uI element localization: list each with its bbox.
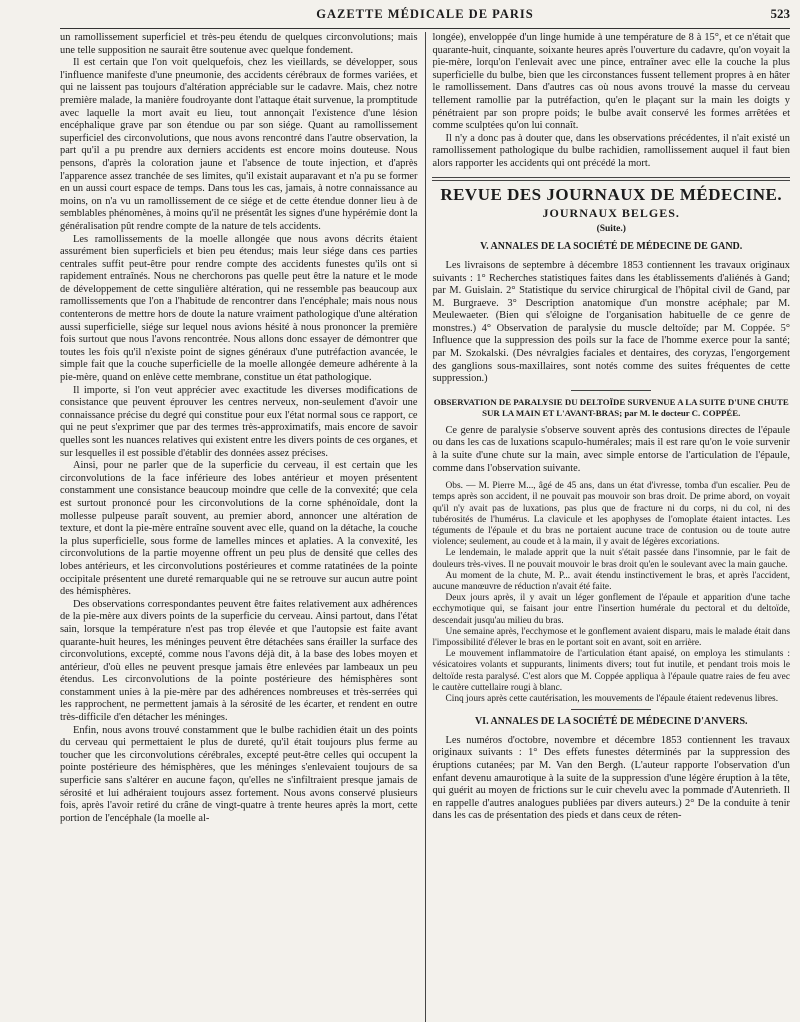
paragraph: Obs. — M. Pierre M..., âgé de 45 ans, dans un état d'ivresse, tomba d'un escalier. Peu de temps après son accident, il ne pouvait pas mouvoir son bras droit. De prime abord, on voyait qu'il n'y avait pas de luxations, pas plus que de fracture ni du corps, ni du col, ni des tubérosités de l'humérus. La clavicule et les apophyses de l'omoplate étaient intactes. Les téguments de l'épaule et du bras ne portaient aucune trace de contusion ou de toute autre violence; seulement, au coude et à la main, il y avait de légères excoriations. xyxy=(432,481,790,548)
paragraph: Il importe, si l'on veut apprécier avec exactitude les diverses modifications de consistance que peuvent éprouver les centres nerveux, non-seulement d'avoir une connaissance précise du degré qui constitue pour eux l'état normal sous ce rapport, ce qui ne peut s'exprimer que par des termes très-approximatifs, mais encore de savoir quelles sont les nuances relatives qui existent entre les divers points de ces organes, et sur lesquelles il est possible d'établir des données assez précises. xyxy=(60,384,418,459)
paragraph: Les ramollissements de la moelle allongée que nous avons décrits étaient assurément bien superficiels et bien peu étendus; mais leur siége dans ces parties centrales suffit peut-être pour rendre compte des accidents funestes qu'ils ont si rapidement entraînés. Nous ne cherchorons pas quelle peut être la nature et le mode de développement de cette singulière altération, qui ne ressemble pas beaucoup aux ramollissements que l'on a l'habitude de rencontrer dans l'encéphale; mais nous nous contenterons de mettre hors de doute la nature vraiment pathologique d'une altération aussi superficielle, siége sur lequel nous avions hésité à nous prononcer la première fois surtout que nous l'avons rencontrée. Nous allons donc essayer de démontrer que toutes les fois qu'il n'existe point de signes généraux d'une putréfaction avancée, le simple fait que la couche superficielle de la moelle allongée demeure adhérente à la pie-mère, quand on enlève cette membrane, constitue un état pathologique. xyxy=(60,233,418,384)
text-columns xyxy=(60,32,790,1022)
section-rule xyxy=(432,177,790,181)
page-number: 523 xyxy=(770,6,790,21)
paragraph: Il n'y a donc pas à douter que, dans les observations précédentes, il n'ait existé un ramollissement pathologique du bulbe rachidien, ramollissement auquel il faut bien alors rapporter les accidents qui ont précédé la mort. xyxy=(432,132,790,169)
paragraph: Ainsi, pour ne parler que de la superficie du cerveau, il est certain que les circonvolutions de la face inférieure des lobes antérieur et moyen présentent constamment une consistance beaucoup moindre que celle de la convexité; que cela est surtout prononcé pour les circonvolutions de la corne sphénoïdale, dont la mollesse pulpeuse paraît souvent, au premier abord, annoncer une altération de texture, et dont la pie-mère entraîne souvent avec elle, quand on la détache, la couche la plus superficielle, sous forme de lamelles minces et aplaties. A la convexité, les circonvolutions de la partie moyenne offrent un peu plus de densité que celles des lobes antérieurs, et les circonvolutions postérieures et comme ratatinées de la pointe occipitale présentent une dureté remarquable qui ne se retrouve sur aucun autre point des hémisphères. xyxy=(60,460,418,598)
paragraph: Au moment de la chute, M. P... avait étendu instinctivement le bras, et après l'accident, aucune manœuvre de réduction n'avait été faite. xyxy=(432,570,790,593)
short-rule xyxy=(571,390,651,391)
review-suite: (Suite.) xyxy=(596,223,626,234)
review-title: REVUE DES JOURNAUX DE MÉDECINE. xyxy=(440,184,783,204)
paragraph: Enfin, nous avons trouvé constamment que le bulbe rachidien était un des points du cerveau qui permettaient le plus de dureté, qu'il était toujours plus ferme au toucher que les circonvolutions cérébrales, excepté peut-être celles qui occupent la pointe postérieure des hémisphères, que les méninges s'enlevaient toujours de sa superficie sans s'altérer en aucune façon, qu'elles ne s'infiltraient presque jamais de sérosité et lui adhéraient toujours assez fortement. Nous avons conservé plusieurs fois, après l'avoir retiré du crâne de vingt-quatre à trente heures après la mort, cette portion de l'encéphale (la moelle al- xyxy=(60,724,418,824)
paragraph: Il est certain que l'on voit quelquefois, chez les vieillards, se développer, sous l'influence manifeste d'une pneumonie, des accidents cérébraux de formes variées, et qui ne laissent pas toujours d'altération appréciable sur le cadavre. Mais, chez notre première malade, la manière foudroyante dont l'attaque était survenue, la promptitude avec laquelle la mort avait eu lieu, tout annonçait l'existence d'une lésion encéphalique grave par son étendue ou par son siége. Quant au ramollissement superficiel des circonvolutions, que nous avons rencontré dans l'autre observation, la part qu'il a pu prendre aux derniers accidents est encore moins douteuse. Nous pensons, d'après la coloration jaune et l'absence de toute injection, et d'après l'apparence assez tranchée de ses limites, qu'il existait auparavant et n'a pu se former en un aussi court espace de temps. Dans tous les cas, jamais, à notre connaissance au moins, on n'a vu un ramollissement de ce siége et de cette étendue donner lieu à de semblables phénomènes, à moins qu'il ne présentât les signes d'une hypérémie dont la généralisation pût rendre compte de la nature de tels accidents. xyxy=(60,57,418,232)
paragraph: Cinq jours après cette cautérisation, les mouvements de l'épaule étaient redevenus libres. xyxy=(445,694,779,705)
right-column xyxy=(425,32,790,1022)
paragraph: Le mouvement inflammatoire de l'articulation étant apaisé, on employa les stimulants : vésicatoires volants et suppurants, liniments divers; tout fut inutile, et pendant trois mois le deltoïde resta paralysé. C'est alors que M. Coppée appliqua à l'épaule quatre raies de feu avec le cautère cuttellaire rougi à blanc. xyxy=(432,649,790,693)
paragraph: Ce genre de paralysie s'observe souvent après des contusions directes de l'épaule ou dans les cas de luxations scapulo-humérales; mais il est rare qu'on le voie survenir à la suite d'une chute sur la main, avec simple entorse de l'articulation de l'épaule, comme dans l'observation suivante. xyxy=(432,424,790,474)
paragraph: Les livraisons de septembre à décembre 1853 contiennent les travaux originaux suivants : 1° Recherches statistiques faites dans les établissements d'aliénés à Gand; par M. Guislain. 2° Statistique du service chirurgical de l'hôpital civil de Gand, par M. Burgraeve. 3° Description anatomique d'un monstre acéphale; par M. Meulewaeter. (Bien qui s'éloigne de l'organisation habituelle de ce genre de monstres.) 4° Observation de paralysie du muscle deltoïde; par M. Coppée. 5° Influence que la suppression des poils sur la face de l'homme exerce pour la santé; par M. Szokalski. (Des névralgies faciales et dentaires, des coryzas, l'engorgement des ganglions sous-maxillaires, sont notés comme des suites fréquentes de cette suppression.) xyxy=(432,259,790,385)
left-column xyxy=(60,32,425,1022)
observation-title: OBSERVATION DE PARALYSIE DU DELTOÏDE SURVENUE A LA SUITE D'UNE CHUTE SUR LA MAIN ET L'AVANT-BRAS; par M. le docteur C. COPPÉE. xyxy=(433,396,789,418)
observation-body xyxy=(432,481,790,705)
paragraph: Les numéros d'octobre, novembre et décembre 1853 contiennent les travaux originaux suivants : 1° Des effets funestes déterminés par la suppression des éruptions cutanées; par M. Van den Bergh. (L'auteur rapporte l'observation d'un enfant devenu amaurotique à la suite de la suppression d'une légère éruption à la tête, qui guérit au moyen de frictions sur le cuir chevelu avec la pommade d'Autenrieth. Il en rappelle d'autres analogues publiées par divers auteurs.) 2° De la conduite à tenir dans les cas de présentation des pieds et dans ceux de réten- xyxy=(432,734,790,822)
section-heading-v: V. ANNALES DE LA SOCIÉTÉ DE MÉDECINE DE GAND. xyxy=(480,241,743,253)
short-rule xyxy=(571,709,651,710)
section-heading-vi: VI. ANNALES DE LA SOCIÉTÉ DE MÉDECINE D'ANVERS. xyxy=(474,716,748,728)
running-header xyxy=(60,6,790,29)
paragraph: Le lendemain, le malade apprit que la nuit s'était passée dans l'insomnie, par le fait de douleurs très-vives. Il ne pouvait mouvoir le bras droit qu'en le soulevant avec la main gauche. xyxy=(432,548,790,570)
paragraph: un ramollissement superficiel et très-peu étendu de quelques circonvolutions; mais une telle supposition ne saurait être soutenue avec quelque fondement. xyxy=(60,32,418,56)
journal-title: GAZETTE MÉDICALE DE PARIS xyxy=(316,7,534,21)
review-subtitle: JOURNAUX BELGES. xyxy=(542,206,680,221)
paragraph: longée), enveloppée d'un linge humide à une température de 8 à 15°, et ce n'était que quarante-huit, cinquante, soixante heures après l'ouverture du cadavre, qu'on voyait la pie-mère, lorqu'on l'enlevait avec une pince, entraîner avec elle la couche la plus superficielle du bulbe, bien que les circonstances fussent tellement propres à en hâter le ramollissement. Dans d'autres cas où nous avons trouvé la masse du cerveau tellement ramollie par la putréfaction, qu'en le plaçant sur la main les doigts y pénétraient par son propre poids; le bulbe avait conservé les formes arrêtées et comme sculptées qu'on lui connaît. xyxy=(432,32,790,132)
paragraph: Deux jours après, il y avait un léger gonflement de l'épaule et apparition d'une tache ecchymotique qui, se faisant jour entre l'insertion humérale du pectoral et du deltoïde, descendait jusqu'au milieu du bras. xyxy=(432,593,790,626)
paragraph: Des observations correspondantes peuvent être faites relativement aux adhérences de la pie-mère aux divers points de la superficie du cerveau. Ainsi partout, dans l'état sain, lorsque la température n'est pas trop élevée et que l'autopsie est faite avant quarante-huit heures, les méninges peuvent être détachées sans érailler la surface des circonvolutions, excepté, comme nous l'avons déjà dit, à la base des lobes moyen et antérieur, d'où elles ne peuvent presque jamais être enlevées par lambeaux un peu étendus. Les circonvolutions de la pointe postérieure des hémisphères sont constamment unies à la pie-mère par des adhérences nombreuses et très-serrées qui les rapprochent, ne permettent jamais à la sérosité de les écarter, et rendent en outre très-difficile d'en détacher les méninges. xyxy=(60,598,418,724)
paragraph: Une semaine après, l'ecchymose et le gonflement avaient disparu, mais le malade était dans l'impossibilité d'élever le bras en le portant soit en avant, soit en arrière. xyxy=(432,626,790,649)
